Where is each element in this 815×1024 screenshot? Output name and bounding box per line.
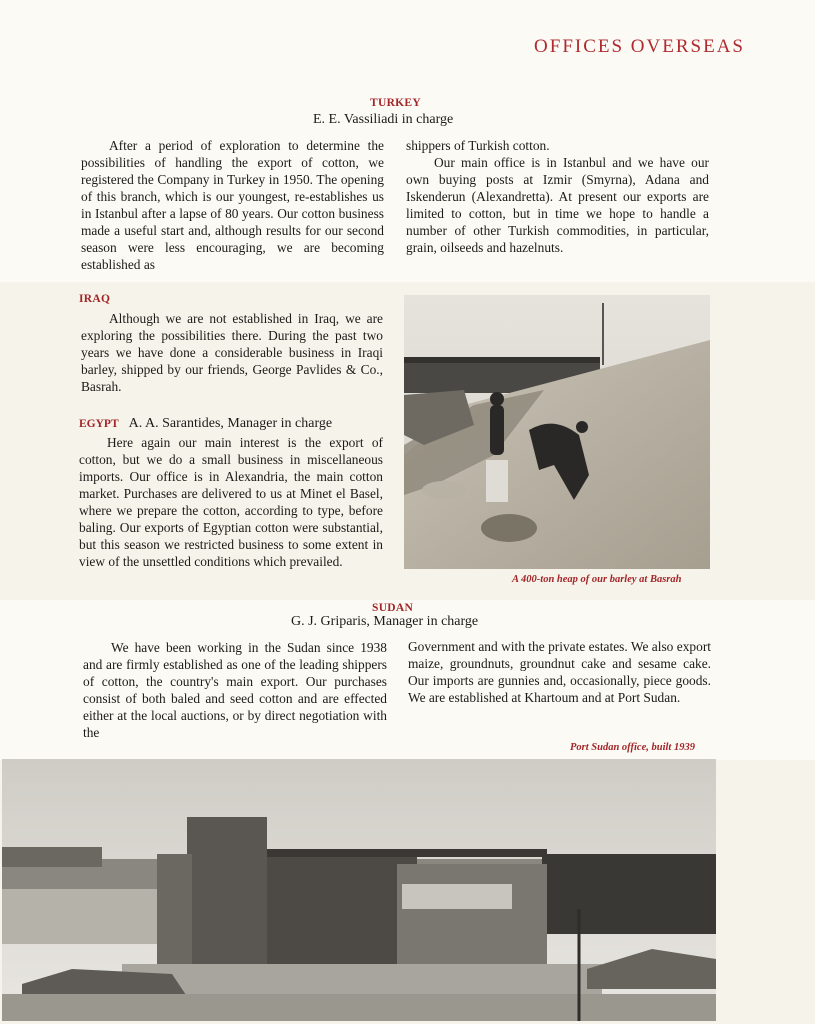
sudan-paragraph-2: Government and with the private estates. We also export maize, groundnuts, groundnut cake and sesame cake. Our imports are gunnies and, occasionally, piece goods. We are established at Khartoum and at Port Sudan.: [408, 639, 711, 705]
iraq-paragraph: Although we are not established in Iraq, we are exploring the possibilities there. During the past two years we have done a considerable business in Iraqi barley, shipped by our friends, George Pavlides & Co., Basrah.: [81, 311, 383, 394]
sudan-paragraph-1: We have been working in the Sudan since 1938 and are firmly established as one of the leading shippers of cotton, the country's main export. Our purchases consist of both baled and seed cotton and are effected either at the local auctions, or by direct negotiation with the: [83, 640, 387, 740]
iraq-column: [81, 310, 383, 395]
egypt-column: [79, 415, 383, 570]
barley-heap-illustration: [404, 295, 710, 569]
sudan-column-1: [83, 639, 387, 741]
egypt-manager: A. A. Sarantides, Manager in charge: [128, 416, 333, 431]
sudan-heading: SUDAN: [372, 602, 414, 614]
sudan-manager: G. J. Griparis, Manager in charge: [291, 614, 479, 629]
turkey-heading: TURKEY: [370, 97, 422, 109]
turkey-manager: E. E. Vassiliadi in charge: [313, 112, 454, 127]
egypt-header-line: [79, 415, 383, 433]
turkey-paragraph-1: After a period of exploration to determine the possibilities of handling the export of cotton, we registered the Company in Turkey in 1950. The opening of this branch, which is our youngest, re-establishes us in Istanbul after a lapse of 80 years. Our cotton business made a useful start and, although results for our second season were less encouraging, we are becoming established as: [81, 138, 384, 272]
running-head: OFFICES OVERSEAS: [534, 36, 745, 57]
iraq-heading: IRAQ: [79, 293, 111, 305]
port-caption: Port Sudan office, built 1939: [570, 742, 695, 753]
barley-caption: A 400-ton heap of our barley at Basrah: [512, 574, 682, 585]
turkey-column-2: [406, 137, 709, 256]
barley-photo: [404, 295, 710, 569]
turkey-column-1: [81, 137, 384, 273]
sudan-column-2: [408, 638, 711, 706]
port-sudan-office-illustration: [2, 759, 716, 1021]
egypt-paragraph: Here again our main interest is the export of cotton, but we do a small business in miscellaneous imports. Our office is in Alexandria, the main cotton market. Purchases are delivered to us at Minet el Basel, where we prepare the cotton, according to type, before baling. Our exports of Egyptian cotton were substantial, but this season we restricted business to some extent in view of the unsettled conditions which prevailed.: [79, 435, 383, 569]
egypt-heading: EGYPT: [79, 418, 119, 430]
turkey-paragraph-2b: Our main office is in Istanbul and we have our own buying posts at Izmir (Smyrna), Adana and Iskenderun (Alexandretta). At present our exports are limited to cotton, but in time we hope to handle a number of other Turkish commodities, in particular, grain, oilseeds and hazelnuts.: [406, 155, 709, 255]
port-sudan-photo: [2, 759, 716, 1021]
turkey-paragraph-2a: shippers of Turkish cotton.: [406, 138, 550, 153]
